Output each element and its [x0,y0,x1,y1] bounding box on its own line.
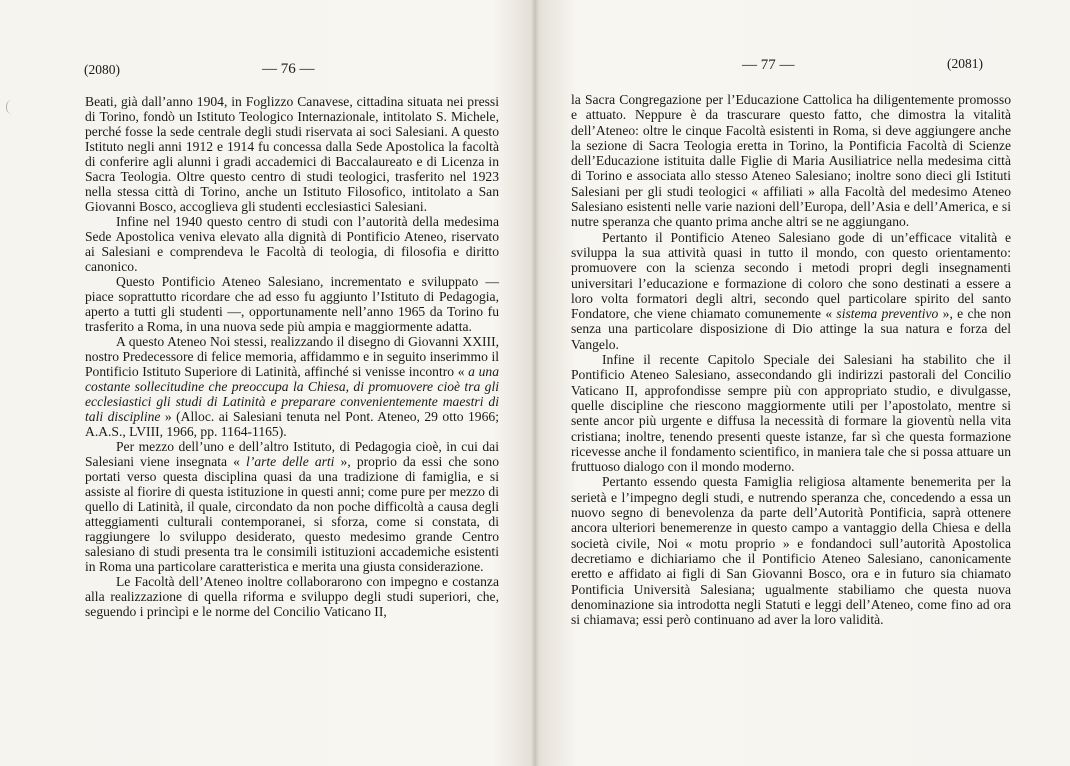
right-page-body [571,92,1011,627]
paragraph-text: » (Alloc. ai Salesiani tenuta nel Pont. Ateneo, 29 otto 1966; A.A.S., LVIII, 1966, pp. 1164-1165). [85,409,499,439]
paragraph [571,230,1011,352]
page-code-left: (2080) [84,62,120,77]
paragraph-text: Pertanto il Pontificio Ateneo Salesiano gode di un’efficace vitalità e sviluppa la sua attività quasi in tutto il mondo, con questo orientamento: promuovere con la scienza secondo i metodi propri degli insegnamenti universitari l’educazione e formazione di coloro che sono destinati a essere a loro volta formatori degli altri, secondo quel particolare spirito del santo Fondatore, che viene chiamato comunemente « [571,229,1011,322]
paragraph: Beati, già dall’anno 1904, in Foglizzo Canavese, cittadina situata nei pressi di Torino, fondò un Istituto Teologico Internazionale, intitolato S. Michele, perché fosse la sede centrale degli studi riservata ai soci Salesiani. A questo Istituto negli anni 1912 e 1914 fu concessa dalla Sede Apostolica la facoltà di conferire agli alunni i gradi accademici di Baccalaureato e di Licenza in Sacra Teologia. Oltre questo centro di studi teologici, trasferito nel 1923 nella stessa città di Torino, anche un Istituto Filosofico, intitolato a San Giovanni Bosco, accoglieva gli studenti ecclesiastici Salesiani. [85,94,499,214]
paragraph [85,334,499,439]
paragraph [85,439,499,574]
paragraph-text: », proprio da essi che sono portati verso questa disciplina quasi da una tradizione di famiglia, e si assiste al fiorire di questa istituzione in questi anni; come pure per mezzo di quello di Latinità, il quale, circondato da non poche difficoltà a causa degli atteggiamenti culturali contemporanei, si sforza, come si constata, di raggiungere lo sviluppo desiderato, questo medesimo grande Centro salesiano di studi presenta tra le consimili istituzioni accademiche esistenti in Roma una particolare caratteristica e merita una giusta considerazione. [85,454,499,574]
page-number-left: — 76 — [262,61,315,77]
paragraph-text: Per mezzo dell’uno e dell’altro Istituto, di Pedagogia cioè, in cui dai Salesiani viene insegnata « [85,439,499,469]
paragraph: Infine nel 1940 questo centro di studi con l’autorità della medesima Sede Apostolica veniva elevato alla dignità di Pontificio Ateneo, riservato ai Salesiani e comprendeva le Facoltà di teologia, di filosofia e diritto canonico. [85,214,499,274]
paragraph: Pertanto essendo questa Famiglia religiosa altamente benemerita per la serietà e l’impegno degli studi, e nutrendo speranza che, concedendo a essa un nuovo segno di benevolenza da parte dell’Autorità Pontificia, saprà ottenere ancora ulteriori benemerenze in questo campo a vantaggio della Chiesa e della società civile, Noi « motu proprio » e fondandoci sull’autorità Apostolica decretiamo e dichiariamo che il Pontificio Ateneo Salesiano, canonicamente eretto e affidato ai figli di San Giovanni Bosco, ora e in futuro sia chiamato Pontificia Università Salesiana; ugualmente stabiliamo che questa nuova denominazione sia introdotta negli Statuti e leggi dell’Ateneo, come fino ad ora si chiamava; essi però continuano ad aver la loro validità. [571,474,1011,628]
paragraph: Le Facoltà dell’Ateneo inoltre collaborarono con impegno e costanza alla realizzazione di quella riforma e sviluppo degli studi superiori, che, seguendo i princìpi e le norme del Concilio Vaticano II, [85,574,499,619]
page-number-right: — 77 — [742,57,795,73]
italic-quote: a una costante sollecitudine che preoccupa la Chiesa, di promuovere cioè tra gli ecclesiastici gli studi di Latinità e preparare convenientemente maestri di tali discipline [85,364,499,424]
page-code-right: (2081) [947,56,983,71]
paragraph: la Sacra Congregazione per l’Educazione Cattolica ha diligentemente promosso e attuato. Neppure è da trascurare questo fatto, che dimostra la vitalità dell’Ateneo: oltre le cinque Facoltà esistenti in Roma, si deve aggiungere anche la sezione di Sacra Teologia eretta in Torino, la Pontificia Facoltà di Scienze dell’Educazione istituita dalle Figlie di Maria Ausiliatrice nella medesima città di Torino e associata allo stesso Ateneo Salesiano; inoltre sono dieci gli Istituti Salesiani per gli studi teologici « affiliati » alla Facoltà del medesimo Ateneo Salesiano esistenti nelle varie nazioni dell’Europa, dell’Asia e dell’America, e si nutre speranza che quanto prima anche altri se ne aggiungano. [571,92,1011,230]
paragraph-text: A questo Ateneo Noi stessi, realizzando il disegno di Giovanni XXIII, nostro Predecessore di felice memoria, affidammo e in seguito inserimmo il Pontificio Istituto Superiore di Latinità, affinché si venisse incontro « [85,334,499,379]
left-page-body [85,94,499,619]
italic-quote: sistema preventivo [836,306,939,322]
paragraph: Infine il recente Capitolo Speciale dei Salesiani ha stabilito che il Pontificio Ateneo Salesiano, assecondando gli indirizzi pastorali del Concilio Vaticano II, approfondisse sempre più con appropriato studio, e divulgasse, quelle discipline che riescono maggiormente utili per l’apostolato, mentre si sente ancor più urgente e diffusa la necessità di formare la gioventù nella vita cristiana; inoltre, tenendo presenti queste istanze, far sì che questa formazione ricevesse anche il fondamento scientifico, in maniera tale che si possa attuare un fruttuoso dialogo con il mondo moderno. [571,352,1011,475]
italic-quote: l’arte delle arti [246,454,335,469]
paragraph: Questo Pontificio Ateneo Salesiano, incrementato e sviluppato — piace soprattutto ricordare che ad esso fu aggiunto l’Istituto di Pedagogia, aperto a tutti gli studenti —, opportunamente nell’anno 1965 da Torino fu trasferito a Roma, in una nuova sede più ampia e maggiormente adatta. [85,274,499,334]
right-page [535,0,1070,766]
paragraph-text: », e che non senza una particolare disposizione di Dio attinge la sua natura e forza del Vangelo. [571,306,1011,352]
